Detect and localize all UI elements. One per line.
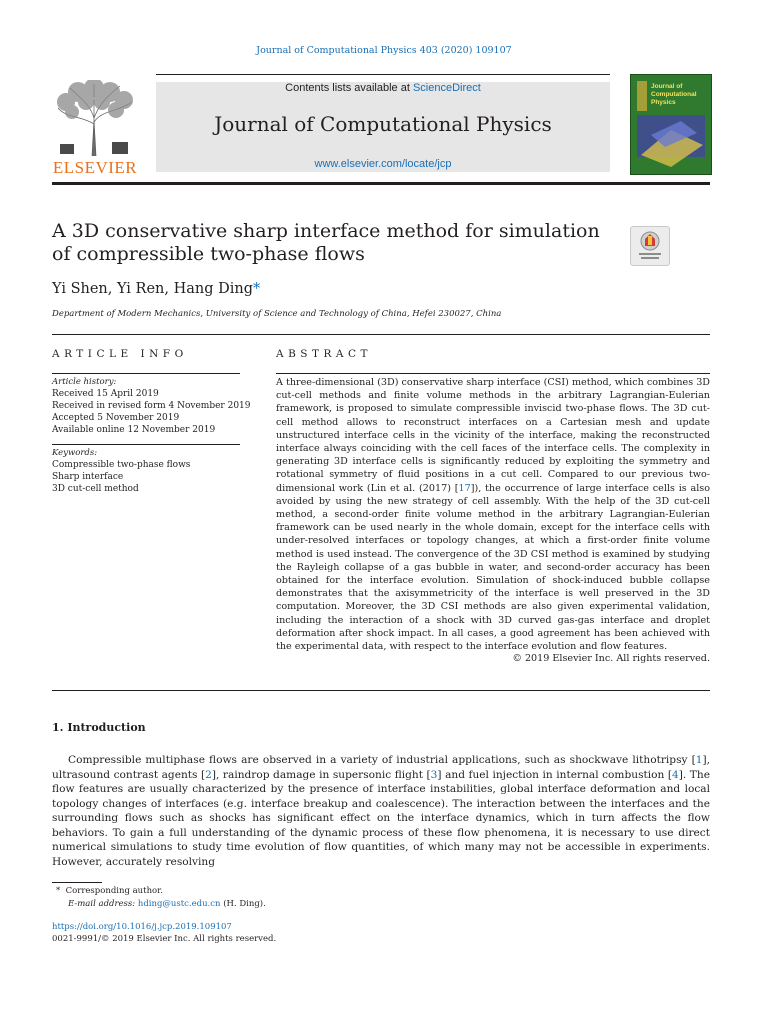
intro-text-part: Compressible multiphase flows are observed in a variety of industrial applications, such as shockwave lithotripsy [ (68, 754, 696, 766)
check-for-updates-icon[interactable] (630, 226, 670, 266)
footnote-mark: * (56, 886, 61, 896)
divider (276, 373, 710, 374)
email-label: E-mail address: (68, 899, 136, 909)
email-footnote (68, 899, 266, 909)
article-title: A 3D conservative sharp interface method for simulation of compressible two-phase flows (52, 220, 600, 265)
journal-homepage-link[interactable]: www.elsevier.com/locate/jcp (314, 158, 452, 170)
reference-link[interactable]: 1 (695, 754, 703, 766)
article-history-label: Article history: (52, 377, 117, 387)
divider (52, 334, 710, 335)
contents-line (156, 82, 610, 94)
affiliation: Department of Modern Mechanics, University of Science and Technology of China, Hefei 230027, China (52, 309, 502, 319)
divider (52, 373, 240, 374)
keyword-item: 3D cut-cell method (52, 484, 139, 494)
abstract-body (276, 376, 710, 653)
intro-text-part: ], ultrasound contrast agents [ (52, 754, 710, 781)
reference-link[interactable]: 4 (672, 768, 679, 781)
contents-prefix: Contents lists available at (285, 82, 413, 94)
corresponding-author-mark[interactable]: * (253, 281, 261, 297)
intro-text-part: ], raindrop damage in supersonic flight [ (211, 768, 431, 781)
reference-link[interactable]: 3 (430, 768, 438, 781)
footnote-divider (52, 882, 102, 883)
intro-text-part: ] and fuel injection in internal combustion [ (437, 768, 673, 781)
abstract-heading: ABSTRACT (276, 348, 373, 360)
introduction-paragraph (52, 753, 710, 869)
issn-copyright: 0021-9991/© 2019 Elsevier Inc. All rights reserved. (52, 934, 277, 944)
cover-title: Journal of Computational Physics (651, 83, 697, 106)
history-accepted: Accepted 5 November 2019 (52, 413, 180, 423)
history-revised: Received in revised form 4 November 2019 (52, 401, 251, 411)
abstract-copyright: © 2019 Elsevier Inc. All rights reserved. (512, 653, 710, 664)
header-rule-bottom (52, 182, 710, 185)
journal-cover-image (630, 74, 712, 175)
keywords-label: Keywords: (52, 448, 98, 458)
section-heading-introduction: 1. Introduction (52, 721, 146, 734)
history-received: Received 15 April 2019 (52, 389, 159, 399)
journal-citation-link[interactable]: Journal of Computational Physics 403 (2020) 109107 (256, 45, 512, 56)
keyword-item: Compressible two-phase flows (52, 460, 191, 470)
corresponding-author-footnote (56, 886, 163, 896)
abstract-text-part: ]), the occurrence of large interface cells is also avoided by using the new strategy of cell assembly. With the help of the 3D cut-cell method, a second-order finite volume method in the arbitrary Lagrangian-Eulerian framework can be used nearly in the whole domain, except for the interface cells with under-resolved interfaces or topology changes, at which a first-order finite volume method is used instead. The convergence of the 3D CSI method is examined by studying the Rayleigh collapse of a gas bubble in water, and second-order accuracy has been obtained for the interface evolution. Simulation of shock-induced bubble collapse demonstrates that the axisymmetricity of the interface is well preserved in the 3D computation. Moreover, the 3D CSI methods are also given experimental validation, including the interaction of a shock with 3D curved gas-gas interface and droplet deformation after shock impact. In all cases, a good agreement has been achieved with the experimental data, with respect to the interface evolution and flow features. (276, 482, 710, 653)
intro-text-part: ]. The flow features are usually characterized by the presence of interface instabilities, global interface deformation and local topology changes of interfaces (e.g. interface breakup and coalescence). The interaction between the interfaces and the surrounding flows such as shocks has significant effect on the interface dynamics, which in turn affects the flow behaviors. To gain a full understanding of the dynamic process of these flow phenomena, it is necessary to use direct numerical simulations to study time evolution of flow quantities, of which many may not be accessible in experiments. However, accurately resolving (52, 768, 710, 868)
history-online: Available online 12 November 2019 (52, 425, 216, 435)
keyword-item: Sharp interface (52, 472, 124, 482)
email-link[interactable]: hding@ustc.edu.cn (137, 899, 221, 909)
header-rule-top (156, 74, 610, 75)
email-suffix: (H. Ding). (220, 899, 266, 909)
article-info-heading: ARTICLE INFO (52, 348, 188, 360)
sciencedirect-link[interactable]: ScienceDirect (412, 82, 481, 94)
doi-link[interactable]: https://doi.org/10.1016/j.jcp.2019.109107 (52, 922, 232, 932)
abstract-text-part: A three-dimensional (3D) conservative sharp interface (CSI) method, which combines 3D cut-cell methods and finite volume methods in the arbitrary Lagrangian-Eulerian framework, is proposed to simulate compressible inviscid two-phase flows. The 3D cut-cell method allows to reconstruct interfaces on a Cartesian mesh and update unstructured interface cells in the vicinity of the interface, making the reconstructed interface always coinciding with the cell faces of the interface cells. The complexity in generating 3D interface cells is significantly reduced by exploiting the symmetry and rotational symmetry of fluid positions in a cut cell. Compared to our previous two-dimensional work (Lin et al. (2017) [ (276, 377, 710, 494)
divider (52, 444, 240, 445)
author-list (52, 281, 260, 297)
footnote-text: Corresponding author. (65, 886, 163, 896)
elsevier-wordmark: ELSEVIER (52, 158, 138, 177)
journal-title: Journal of Computational Physics (214, 112, 552, 136)
divider (52, 690, 710, 691)
reference-link[interactable]: 17 (458, 482, 471, 494)
reference-link[interactable]: 2 (205, 768, 212, 781)
author-names: Yi Shen, Yi Ren, Hang Ding (52, 281, 253, 297)
